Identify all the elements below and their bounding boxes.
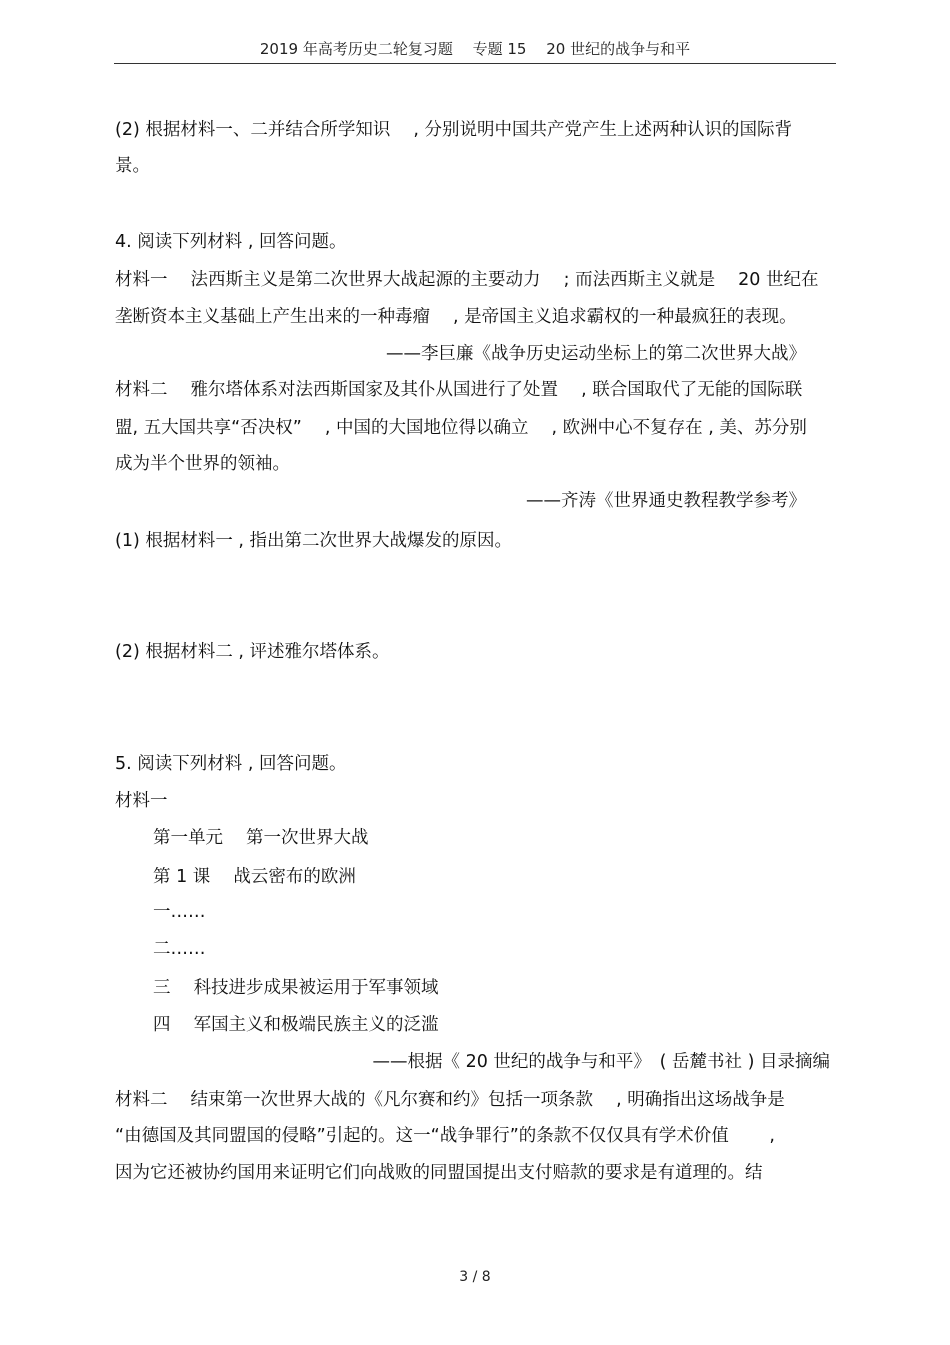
q5-toc-item: 二…… [153,939,206,959]
q5-toc-item: 第一单元 第一次世界大战 [153,828,369,848]
q4-material2-line1: 材料二 雅尔塔体系对法西斯国家及其仆从国进行了处置 , 联合国取代了无能的国际联 [115,380,803,400]
q5-material2-line2: “由德国及其同盟国的侵略”引起的。这一“战争罪行”的条款不仅仅具有学术价值 , [115,1126,775,1146]
q4-material1-line2: 垄断资本主义基础上产生出来的一种毒瘤 , 是帝国主义追求霸权的一种最疯狂的表现。 [115,307,797,327]
header-divider [114,63,836,64]
q5-material2-line1: 材料二 结束第一次世界大战的《凡尔赛和约》包括一项条款 , 明确指出这场战争是 [115,1090,785,1110]
page-number: 3 / 8 [459,1269,491,1285]
q5-toc-item: 第 1 课 战云密布的欧洲 [153,867,356,887]
q5-material1-source: ——根据《 20 世纪的战争与和平》 ( 岳麓书社 ) 目录摘编 [372,1052,830,1072]
q4-material2-line2: 盟, 五大国共享“否决权” , 中国的大国地位得以确立 , 欧洲中心不复存在 , 美、苏分别 [115,418,807,438]
q3-sub2-line2: 景。 [115,156,150,176]
q3-sub2-line1: (2) 根据材料一、二并结合所学知识 , 分别说明中国共产党产生上述两种认识的国际背 [115,120,793,140]
q4-material2-line3: 成为半个世界的领袖。 [115,454,290,474]
q4-stem: 4. 阅读下列材料 , 回答问题。 [115,232,347,252]
page-header: 2019 年高考历史二轮复习题 专题 15 20 世纪的战争与和平 [259,40,691,58]
q5-toc-item: 一…… [153,902,206,922]
q5-material1-label: 材料一 [115,791,168,811]
q5-stem: 5. 阅读下列材料 , 回答问题。 [115,754,347,774]
q4-material2-source: ——齐涛《世界通史教程教学参考》 [526,491,806,511]
q4-sub2: (2) 根据材料二 , 评述雅尔塔体系。 [115,642,390,662]
q4-material1-line1: 材料一 法西斯主义是第二次世界大战起源的主要动力 ; 而法西斯主义就是 20 世纪在 [115,270,819,290]
q4-sub1: (1) 根据材料一 , 指出第二次世界大战爆发的原因。 [115,531,513,551]
q5-toc-item: 三 科技进步成果被运用于军事领域 [153,978,439,998]
q5-material2-line3: 因为它还被协约国用来证明它们向战败的同盟国提出支付赔款的要求是有道理的。结 [115,1163,763,1183]
q4-material1-source: ——李巨廉《战争历史运动坐标上的第二次世界大战》 [386,344,806,364]
q5-toc-item: 四 军国主义和极端民族主义的泛滥 [153,1015,439,1035]
